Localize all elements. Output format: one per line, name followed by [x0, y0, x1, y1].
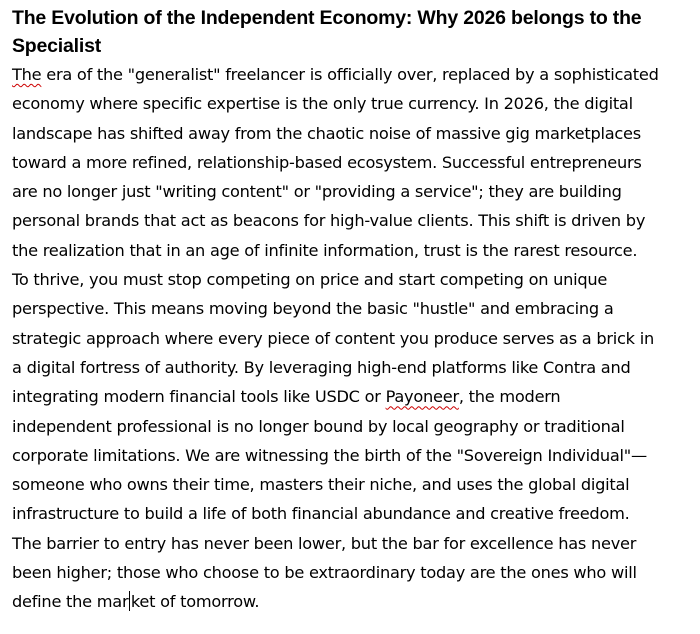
body-line: personal brands that act as beacons for high-value clients. This shift is driven by — [12, 211, 646, 231]
body-line — [12, 382, 700, 411]
body-line: are no longer just "writing content" or "providing a service"; they are building — [12, 182, 622, 202]
title-line: Specialist — [12, 35, 102, 57]
body-line: landscape has shifted away from the chaotic noise of massive gig marketplaces — [12, 123, 641, 143]
body-line: To thrive, you must stop competing on price and start competing on unique — [12, 270, 608, 290]
body-line-rest: era of the "generalist" freelancer is officially over, replaced by a sophisticated — [41, 65, 659, 84]
body-line-pre: integrating modern financial tools like USDC or — [12, 387, 386, 407]
body-line: the realization that in an age of infinite information, trust is the rarest resource. — [12, 240, 638, 260]
body-line: independent professional is no longer bound by local geography or traditional — [12, 416, 625, 436]
body-line: economy where specific expertise is the only true currency. In 2026, the digital — [12, 94, 633, 114]
body-line: The barrier to entry has never been lower, but the bar for excellence has never — [12, 533, 637, 553]
body-line — [12, 587, 700, 616]
body-line: toward a more refined, relationship-based ecosystem. Successful entrepreneurs — [12, 152, 642, 172]
body-line-pre: define the mar — [12, 592, 129, 612]
body-line: perspective. This means moving beyond the basic "hustle" and embracing a — [12, 299, 614, 319]
body-line — [12, 60, 700, 89]
body-line: strategic approach where every piece of content you produce serves as a brick in — [12, 328, 654, 348]
body-line: someone who owns their time, masters their niche, and uses the global digital — [12, 475, 630, 495]
spelling-flag[interactable]: Payoneer — [385, 387, 459, 407]
body-line-post: ket of tomorrow. — [130, 592, 260, 612]
body-line: a digital fortress of authority. By leveraging high-end platforms like Contra and — [12, 357, 631, 377]
body-line: infrastructure to build a life of both financial abundance and creative freedom. — [12, 504, 630, 524]
title-line: The Evolution of the Independent Economy: Why 2026 belongs to the — [12, 7, 642, 29]
body-line-post: , the modern — [458, 387, 561, 407]
document-body[interactable] — [12, 60, 700, 617]
body-line: corporate limitations. We are witnessing the birth of the "Sovereign Individual"— — [12, 445, 647, 465]
body-line: been higher; those who choose to be extraordinary today are the ones who will — [12, 563, 637, 583]
spelling-flag[interactable]: The — [12, 65, 42, 84]
document-title — [12, 4, 700, 60]
